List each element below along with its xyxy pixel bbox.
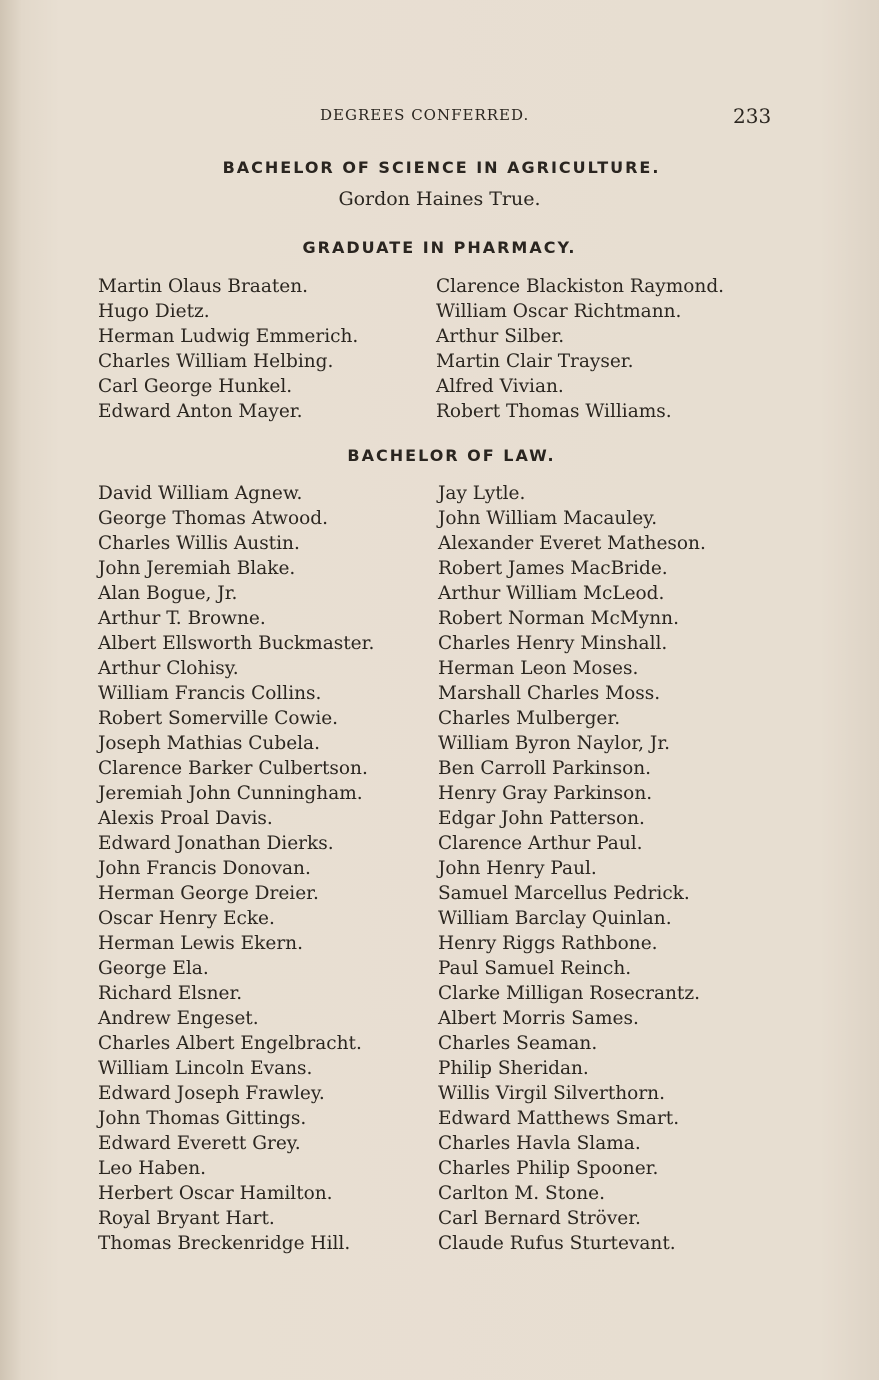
graduate-name: William Byron Naylor, Jr. bbox=[438, 733, 671, 754]
graduate-name: Martin Clair Trayser. bbox=[436, 351, 634, 372]
graduate-name: Albert Morris Sames. bbox=[438, 1008, 639, 1029]
graduate-name: Edgar John Patterson. bbox=[438, 808, 645, 829]
graduate-name: Carl Bernard Ströver. bbox=[438, 1208, 641, 1229]
law-list-left bbox=[98, 481, 374, 1256]
graduate-name: George Ela. bbox=[98, 958, 209, 979]
graduate-name: Andrew Engeset. bbox=[98, 1008, 259, 1029]
graduate-name: John William Macauley. bbox=[438, 508, 658, 529]
graduate-name: John Thomas Gittings. bbox=[98, 1108, 307, 1129]
graduate-name: Oscar Henry Ecke. bbox=[98, 908, 275, 929]
pharmacy-list-left bbox=[98, 274, 358, 424]
graduate-name: William Barclay Quinlan. bbox=[438, 908, 672, 929]
graduate-name: John Jeremiah Blake. bbox=[98, 558, 296, 579]
graduate-name: Charles Albert Engelbracht. bbox=[98, 1033, 362, 1054]
graduate-name: Albert Ellsworth Buckmaster. bbox=[98, 633, 375, 654]
law-list-right bbox=[438, 481, 706, 1256]
graduate-name: Robert Norman McMynn. bbox=[438, 608, 679, 629]
graduate-name: Clarence Arthur Paul. bbox=[438, 833, 643, 854]
graduate-name: Arthur Clohisy. bbox=[98, 658, 239, 679]
graduate-name: Herman Lewis Ekern. bbox=[98, 933, 303, 954]
graduate-name: Alexander Everet Matheson. bbox=[438, 533, 706, 554]
running-title: DEGREES CONFERRED. bbox=[320, 106, 530, 124]
graduate-name: Edward Joseph Frawley. bbox=[98, 1083, 325, 1104]
graduate-name: Willis Virgil Silverthorn. bbox=[438, 1083, 665, 1104]
graduate-name: Arthur Silber. bbox=[436, 326, 565, 347]
graduate-name: Richard Elsner. bbox=[98, 983, 243, 1004]
graduate-name: David William Agnew. bbox=[98, 483, 303, 504]
graduate-name: Arthur T. Browne. bbox=[98, 608, 266, 629]
graduate-name: Clarence Blackiston Raymond. bbox=[436, 276, 725, 297]
graduate-name: Herbert Oscar Hamilton. bbox=[98, 1183, 333, 1204]
graduate-name: Edward Anton Mayer. bbox=[98, 401, 303, 422]
graduate-name: Edward Everett Grey. bbox=[98, 1133, 301, 1154]
graduate-name: Ben Carroll Parkinson. bbox=[438, 758, 652, 779]
graduate-name: Henry Riggs Rathbone. bbox=[438, 933, 658, 954]
graduate-name: Charles Willis Austin. bbox=[98, 533, 300, 554]
graduate-name: Carlton M. Stone. bbox=[438, 1183, 606, 1204]
agriculture-graduate: Gordon Haines True. bbox=[338, 188, 541, 210]
page-number: 233 bbox=[733, 104, 772, 128]
graduate-name: Thomas Breckenridge Hill. bbox=[98, 1233, 351, 1254]
graduate-name: John Henry Paul. bbox=[438, 858, 597, 879]
graduate-name: Claude Rufus Sturtevant. bbox=[438, 1233, 676, 1254]
graduate-name: William Oscar Richtmann. bbox=[436, 301, 682, 322]
graduate-name: Edward Matthews Smart. bbox=[438, 1108, 680, 1129]
graduate-name: Samuel Marcellus Pedrick. bbox=[438, 883, 690, 904]
graduate-name: Herman Ludwig Emmerich. bbox=[98, 326, 359, 347]
graduate-name: Charles Seaman. bbox=[438, 1033, 598, 1054]
graduate-name: Philip Sheridan. bbox=[438, 1058, 589, 1079]
graduate-name: George Thomas Atwood. bbox=[98, 508, 329, 529]
graduate-name: Paul Samuel Reinch. bbox=[438, 958, 632, 979]
graduate-name: Carl George Hunkel. bbox=[98, 376, 293, 397]
heading-law: BACHELOR OF LAW. bbox=[347, 446, 556, 465]
graduate-name: Herman Leon Moses. bbox=[438, 658, 639, 679]
graduate-name: Henry Gray Parkinson. bbox=[438, 783, 653, 804]
heading-agriculture: BACHELOR OF SCIENCE IN AGRICULTURE. bbox=[222, 158, 661, 177]
graduate-name: Hugo Dietz. bbox=[98, 301, 210, 322]
pharmacy-list-right bbox=[436, 274, 724, 424]
graduate-name: Marshall Charles Moss. bbox=[438, 683, 661, 704]
graduate-name: Charles Havla Slama. bbox=[438, 1133, 641, 1154]
graduate-name: Charles Mulberger. bbox=[438, 708, 621, 729]
graduate-name: Arthur William McLeod. bbox=[438, 583, 665, 604]
running-head bbox=[0, 104, 879, 130]
graduate-name: Joseph Mathias Cubela. bbox=[98, 733, 320, 754]
graduate-name: Alan Bogue, Jr. bbox=[98, 583, 238, 604]
graduate-name: Robert James MacBride. bbox=[438, 558, 668, 579]
graduate-name: William Lincoln Evans. bbox=[98, 1058, 313, 1079]
graduate-name: Clarence Barker Culbertson. bbox=[98, 758, 368, 779]
graduate-name: Charles Henry Minshall. bbox=[438, 633, 668, 654]
graduate-name: Herman George Dreier. bbox=[98, 883, 319, 904]
graduate-name: Alfred Vivian. bbox=[436, 376, 564, 397]
heading-pharmacy: GRADUATE IN PHARMACY. bbox=[302, 238, 577, 257]
graduate-name: Charles William Helbing. bbox=[98, 351, 334, 372]
graduate-name: John Francis Donovan. bbox=[98, 858, 311, 879]
graduate-name: Robert Thomas Williams. bbox=[436, 401, 672, 422]
graduate-name: Martin Olaus Braaten. bbox=[98, 276, 309, 297]
graduate-name: Edward Jonathan Dierks. bbox=[98, 833, 334, 854]
graduate-name: Charles Philip Spooner. bbox=[438, 1158, 659, 1179]
graduate-name: Royal Bryant Hart. bbox=[98, 1208, 275, 1229]
graduate-name: Robert Somerville Cowie. bbox=[98, 708, 339, 729]
graduate-name: Clarke Milligan Rosecrantz. bbox=[438, 983, 700, 1004]
graduate-name: Leo Haben. bbox=[98, 1158, 207, 1179]
graduate-name: William Francis Collins. bbox=[98, 683, 322, 704]
graduate-name: Jeremiah John Cunningham. bbox=[98, 783, 363, 804]
graduate-name: Alexis Proal Davis. bbox=[98, 808, 273, 829]
graduate-name: Jay Lytle. bbox=[438, 483, 526, 504]
